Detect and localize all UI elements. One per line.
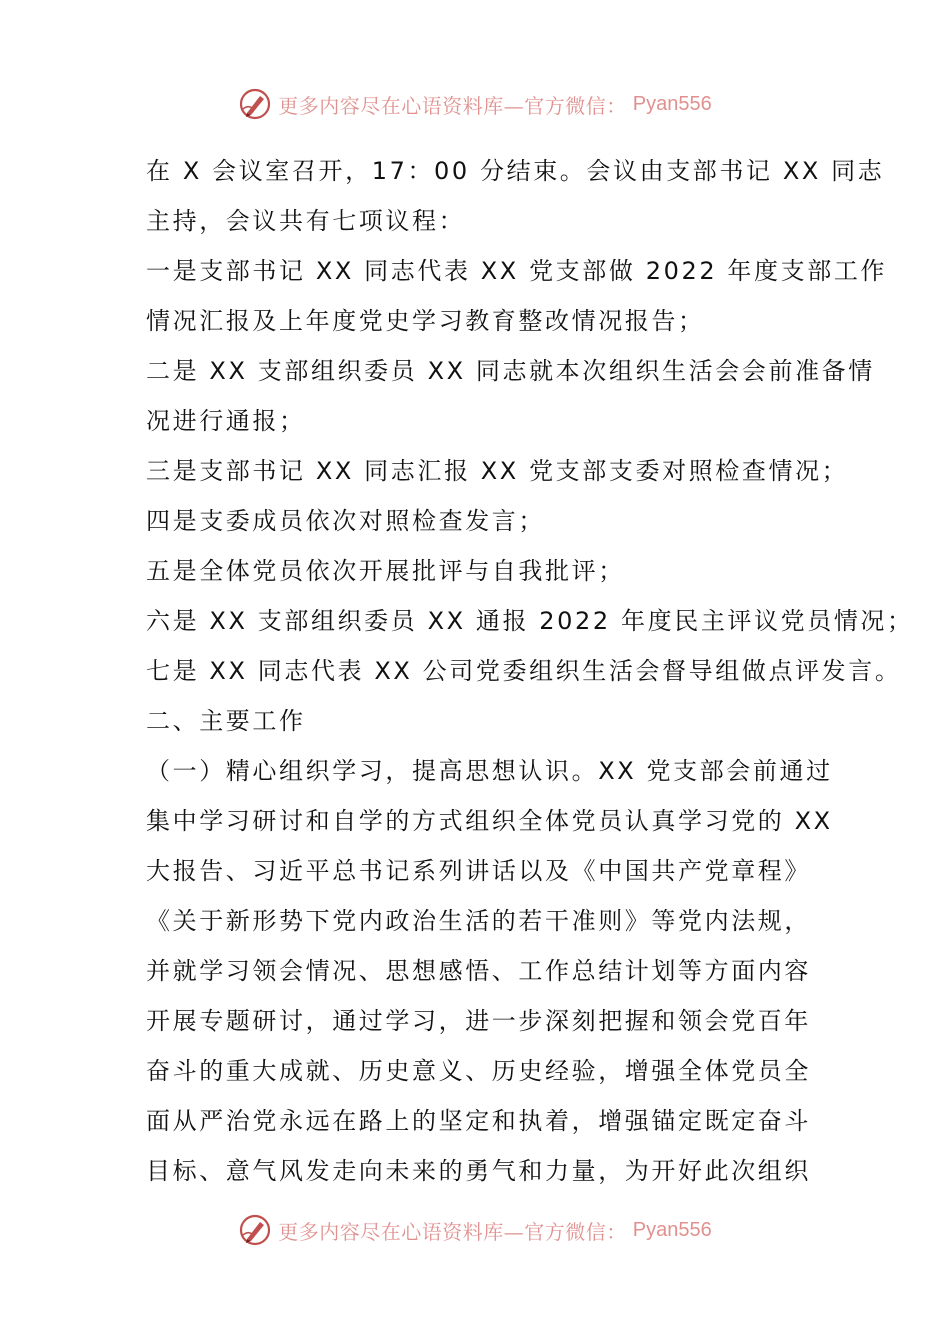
document-body	[146, 146, 914, 1196]
pen-circle-logo-icon	[238, 87, 272, 121]
text-line: 情况汇报及上年度党史学习教育整改情况报告；	[146, 307, 705, 335]
text-line: 六是 XX 支部组织委员 XX 通报 2022 年度民主评议党员情况；	[146, 607, 914, 635]
watermark-text: 更多内容尽在心语资料库—官方微信：	[278, 1219, 627, 1244]
text-line: 在 X 会议室召开，17：00 分结束。会议由支部书记 XX 同志	[146, 157, 885, 185]
text-line: 五是全体党员依次开展批评与自我批评；	[146, 557, 625, 585]
text-line: 《关于新形势下党内政治生活的若干准则》等党内法规，	[146, 907, 811, 935]
watermark-brand: Pyan556	[632, 92, 712, 115]
text-line: 开展专题研讨，通过学习，进一步深刻把握和领会党百年	[146, 1007, 811, 1035]
text-line: 面从严治党永远在路上的坚定和执着，增强锚定既定奋斗	[146, 1107, 811, 1135]
text-line: 并就学习领会情况、思想感悟、工作总结计划等方面内容	[146, 957, 811, 985]
text-line: （一）精心组织学习，提高思想认识。XX 党支部会前通过	[146, 757, 833, 785]
section-heading: 二、主要工作	[146, 707, 306, 735]
pen-circle-logo-icon	[238, 1213, 272, 1247]
text-line: 况进行通报；	[146, 407, 306, 435]
text-line: 一是支部书记 XX 同志代表 XX 党支部做 2022 年度支部工作	[146, 257, 888, 285]
footer-watermark	[0, 1210, 950, 1250]
text-line: 目标、意气风发走向未来的勇气和力量，为开好此次组织	[146, 1157, 811, 1185]
text-line: 二是 XX 支部组织委员 XX 同志就本次组织生活会会前准备情	[146, 357, 875, 385]
watermark-brand: Pyan556	[632, 1218, 712, 1241]
text-line: 奋斗的重大成就、历史意义、历史经验，增强全体党员全	[146, 1057, 811, 1085]
text-line: 三是支部书记 XX 同志汇报 XX 党支部支委对照检查情况；	[146, 457, 849, 485]
text-line: 集中学习研讨和自学的方式组织全体党员认真学习党的 XX	[146, 807, 833, 835]
text-line: 大报告、习近平总书记系列讲话以及《中国共产党章程》	[146, 857, 811, 885]
text-line: 七是 XX 同志代表 XX 公司党委组织生活会督导组做点评发言。	[146, 657, 902, 685]
text-line: 四是支委成员依次对照检查发言；	[146, 507, 545, 535]
watermark-text: 更多内容尽在心语资料库—官方微信：	[278, 93, 627, 118]
header-watermark	[0, 84, 950, 124]
text-line: 主持，会议共有七项议程：	[146, 207, 466, 235]
